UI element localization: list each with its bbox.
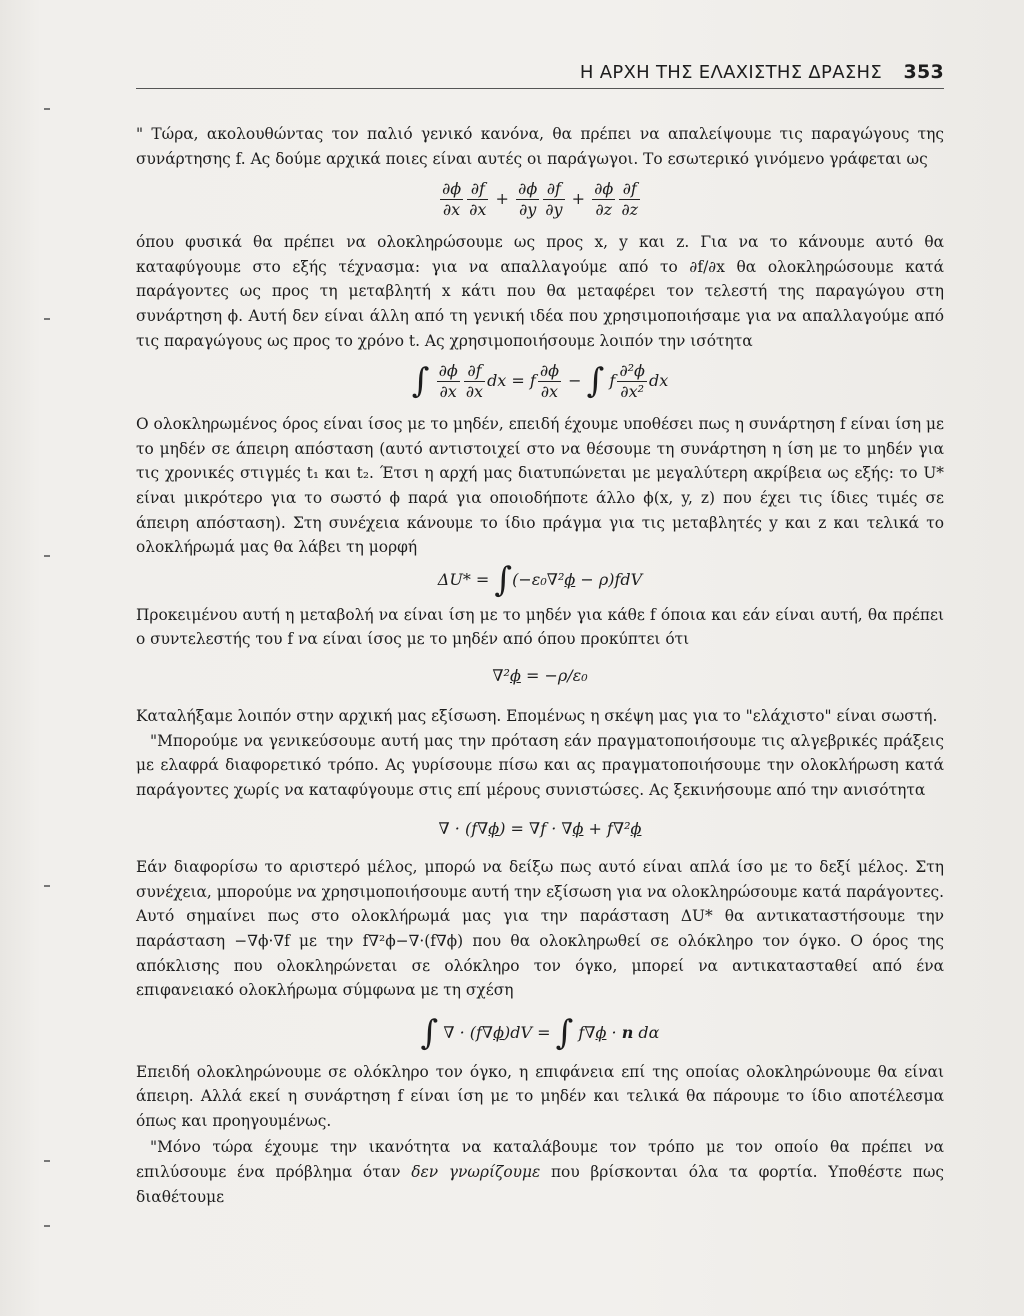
paragraph: " Τώρα, ακολουθώντας τον παλιό γενικό κανόνα, θα πρέπει να απαλείψουμε τις παραγώγους της συνάρτησης f. Ας δούμε αρχικά ποιες είναι αυτές οι παράγωγοι. Το εσωτερικό γινόμενο γράφεται ως bbox=[136, 125, 944, 168]
emphasis: δεν γνωρίζουμε bbox=[411, 1163, 541, 1181]
paragraph: Επειδή ολοκληρώνουμε σε ολόκληρο τον όγκο, η επιφάνεια επί της οποίας ολοκληρώνουμε θα είναι άπειρη. Αλλά εκεί η συνάρτηση f είναι ίση με το μηδέν και τελικά θα πάρουμε το ίδιο αποτέλεσμα όπως και προηγουμένως. bbox=[136, 1062, 944, 1130]
page-number: 353 bbox=[903, 61, 944, 83]
equation-inner-product: $\frac{\partial\phi}{\partial x}$ $\frac{\partial f}{\partial x}$ + $\frac{\partial\phi}{\partial y}$ $\frac{\partial f}{\partial y}$ + $\frac{\partial\phi}{\partial z}$ $\frac{\partial f}{\partial z}$ bbox=[441, 179, 639, 220]
paragraph: "Μπορούμε να γενικεύσουμε αυτή μας την πρόταση εάν πραγματοποιήσουμε τις αλγεβρικές πράξεις με ελαφρά διαφορετικό τρόπο. Ας γυρίσουμε πίσω και ας πραγματοποιήσουμε την ολοκλήρωση κατά παράγοντες χωρίς να καταφύγουμε στις επί μέρους συνιστώσες. Ας ξεκινήσουμε από την ανισότητα bbox=[136, 731, 944, 800]
paragraph: Εάν διαφορίσω το αριστερό μέλος, μπορώ να δείξω πως αυτό είναι απλά ίσο με το δεξί μέλος. Στη συνέχεια, μπορούμε να χρησιμοποιήσουμε αυτή την εξίσωση για να ολοκληρώσουμε κατά παράγοντες. Αυτό σημαίνει πως στο ολοκλήρωμά μας για την παράσταση ΔU* θα αντικαταστήσουμε την παράσταση −∇ϕ·∇f με την f∇²ϕ−∇·(f∇ϕ) που θα ολοκληρωθεί σε ολόκληρο τον όγκο. Ο όρος της απόκλισης που ολοκληρώνεται σε ολόκληρο τον όγκο, μπορεί να αντικατασταθεί από ένα επιφανειακό ολοκλήρωμα σύμφωνα με τη σχέση bbox=[136, 858, 944, 1000]
paragraph: Προκειμένου αυτή η μεταβολή να είναι ίση με το μηδέν για κάθε f όποια και εάν είναι αυτή, θα πρέπει ο συντελεστής του f να είναι ίσος με το μηδέν από όπου προκύπτει ότι bbox=[136, 605, 944, 649]
equation-integration-by-parts: ∫ $\frac{\partial\phi}{\partial x}$ $\frac{\partial f}{\partial x}$ dx = f $\frac{\partial\phi}{\partial x}$ − ∫ f $\frac{\text{∂²ϕ}}{\text{∂x²}}$ dx bbox=[411, 361, 669, 402]
chapter-title: Η ΑΡΧΗ ΤΗΣ ΕΛΑΧΙΣΤΗΣ ΔΡΑΣΗΣ bbox=[579, 62, 882, 83]
body-text bbox=[136, 122, 944, 1209]
equation-delta-u: ΔU* = ∫(−ε₀∇²ϕ − ρ)fdV bbox=[437, 559, 643, 600]
paragraph: όπου φυσικά θα πρέπει να ολοκληρώσουμε ως προς x, y και z. Για να το κάνουμε αυτό θα καταφύγουμε στο εξής τέχνασμα: για να απαλλαγούμε από το ∂f/∂x θα ολοκληρώσουμε κατά παράγοντες ως προς τη μεταβλητή x κάτι που θα μεταφέρει τον τελεστή της παραγώγου στη συνάρτηση ϕ. Αυτή δεν είναι άλλη από τη γενική ιδέα που χρησιμοποιήσαμε για να απαλλαγούμε από τις παραγώγους ως προς το χρόνο t. Ας χρησιμοποιήσουμε λοιπόν την ισότητα bbox=[136, 233, 944, 350]
equation-gauss-theorem: ∫ ∇ · (f∇ϕ)dV = ∫ f∇ϕ · n dα bbox=[420, 1013, 660, 1054]
equation-poisson: ∇²ϕ = −ρ/ε₀ bbox=[492, 665, 588, 685]
equation-divergence-identity: ∇ · (f∇ϕ) = ∇f · ∇ϕ + f∇²ϕ bbox=[438, 818, 642, 838]
paragraph: Καταλήξαμε λοιπόν στην αρχική μας εξίσωση. Επομένως η σκέψη μας για το "ελάχιστο" είναι σωστή. bbox=[136, 707, 938, 726]
running-header bbox=[136, 60, 944, 89]
paragraph: Ο ολοκληρωμένος όρος είναι ίσος με το μηδέν, επειδή έχουμε υποθέσει πως η συνάρτηση f είναι ίση με το μηδέν σε άπειρη απόσταση (αυτό αντιστοιχεί στο να θέσουμε τη συνάρτηση η ίση με το μηδέν για τις χρονικές στιγμές t₁ και t₂. Έτσι η αρχή μας διατυπώνεται με μεγαλύτερη ακρίβεια ως εξής: το U* είναι μικρότερο για το σωστό ϕ παρά για οποιοδήποτε άλλο ϕ(x, y, z) που έχει τις ίδιες τιμές σε άπειρη απόσταση). Στη συνέχεια κάνουμε το ίδιο πράγμα για τις μεταβλητές y και z και τελικά το ολοκλήρωμά μας θα λάβει τη μορφή bbox=[136, 415, 944, 557]
paragraph: "Μόνο τώρα έχουμε την ικανότητα να καταλάβουμε τον τρόπο με τον οποίο θα πρέπει να επιλύσουμε ένα πρόβλημα όταν δεν γνωρίζουμε που βρίσκονται όλα τα φορτία. Υποθέστε πως διαθέτουμε bbox=[136, 1138, 945, 1206]
